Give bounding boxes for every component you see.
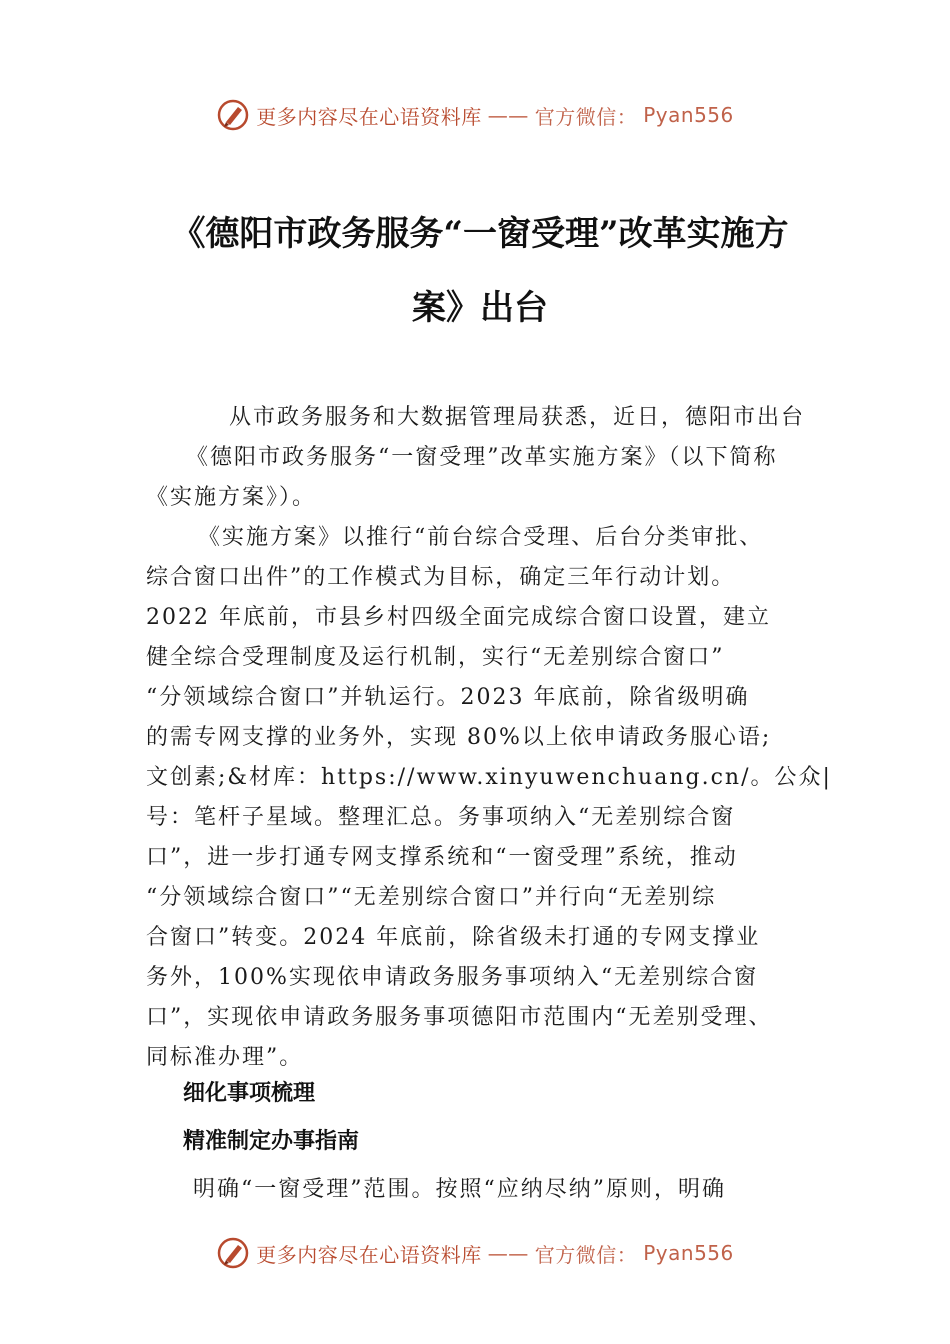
body-line: “分领域综合窗口”“无差别综合窗口”并行向“无差别综 bbox=[146, 885, 717, 910]
body-line: “分领域综合窗口”并轨运行。2023 年底前，除省级明确 bbox=[146, 685, 750, 710]
body-line: 务外，100%实现依申请政务服务事项纳入“无差别综合窗 bbox=[146, 965, 759, 990]
body-line: 《实施方案》）。 bbox=[146, 485, 317, 510]
section-heading-2: 精准制定办事指南 bbox=[183, 1129, 360, 1154]
wechat-id: Pyan556 bbox=[643, 1241, 734, 1265]
watermark-dash: —— bbox=[487, 1241, 529, 1265]
wechat-id: Pyan556 bbox=[643, 103, 734, 127]
document-title-line-1: 《德阳市政务服务“一窗受理”改革实施方 bbox=[171, 214, 789, 254]
body-line: 合窗口”转变。2024 年底前，除省级未打通的专网支撑业 bbox=[146, 925, 761, 950]
watermark-text: 更多内容尽在心语资料库 bbox=[256, 1242, 482, 1267]
document-title-line-2: 案》出台 bbox=[412, 288, 548, 328]
pen-logo-icon bbox=[216, 98, 250, 132]
body-line: 文创素;&材库：https://www.xinyuwenchuang.cn/。公众| bbox=[146, 765, 832, 790]
section-heading-1: 细化事项梳理 bbox=[183, 1081, 316, 1106]
pen-logo-icon bbox=[216, 1236, 250, 1270]
body-line: 健全综合受理制度及运行机制，实行“无差别综合窗口” bbox=[146, 645, 725, 670]
body-line: 的需专网支撑的业务外，实现 80%以上依申请政务服心语; bbox=[146, 725, 772, 750]
footer-watermark bbox=[0, 1233, 950, 1273]
body-line: 同标准办理”。 bbox=[146, 1045, 304, 1070]
wechat-label: 官方微信： bbox=[534, 1242, 638, 1267]
body-line: 口”，实现依申请政务服务事项德阳市范围内“无差别受理、 bbox=[146, 1005, 773, 1030]
body-line: 综合窗口出件”的工作模式为目标，确定三年行动计划。 bbox=[146, 565, 736, 590]
body-line: 从市政务服务和大数据管理局获悉，近日，德阳市出台 bbox=[229, 405, 806, 430]
body-line-last: 明确“一窗受理”范围。按照“应纳尽纳”原则，明确 bbox=[193, 1177, 726, 1202]
body-line: 2022 年底前，市县乡村四级全面完成综合窗口设置，建立 bbox=[146, 605, 771, 630]
body-line: 《实施方案》以推行“前台综合受理、后台分类审批、 bbox=[198, 525, 764, 550]
watermark-text: 更多内容尽在心语资料库 bbox=[256, 104, 482, 129]
wechat-label: 官方微信： bbox=[534, 104, 638, 129]
header-watermark bbox=[0, 95, 950, 135]
watermark-dash: —— bbox=[487, 103, 529, 127]
body-line: 号：笔杆子星域。整理汇总。务事项纳入“无差别综合窗 bbox=[146, 805, 736, 830]
body-line: 《德阳市政务服务“一窗受理”改革实施方案》（以下简称 bbox=[186, 445, 778, 470]
body-line: 口”，进一步打通专网支撑系统和“一窗受理”系统，推动 bbox=[146, 845, 738, 870]
